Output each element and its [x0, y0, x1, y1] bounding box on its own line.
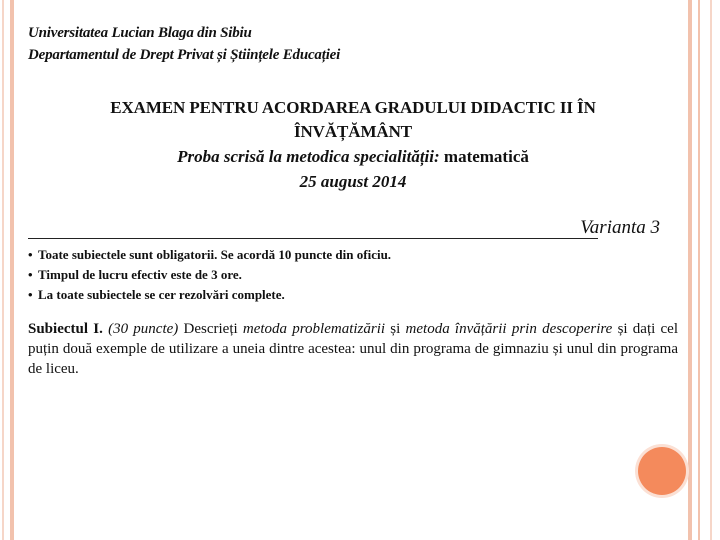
department-name: Departamentul de Drept Privat și Științele Educației	[28, 47, 341, 63]
bullet-icon: •	[28, 267, 33, 282]
exam-title-line1: EXAMEN PENTRU ACORDAREA GRADULUI DIDACTIC II ÎN	[110, 98, 596, 117]
subject-text-a: Descrieți	[183, 321, 238, 337]
bullet-icon: •	[28, 287, 33, 302]
university-name: Universitatea Lucian Blaga din Sibiu	[28, 25, 252, 41]
subject-1	[28, 319, 678, 379]
title-block	[28, 96, 678, 194]
left-decorative-border	[0, 0, 14, 540]
decorative-circle	[638, 447, 686, 495]
variant-label: Varianta 3	[580, 217, 660, 238]
bullet-icon: •	[28, 247, 33, 262]
exam-document	[28, 22, 678, 379]
divider-line	[28, 238, 598, 239]
instructions-list	[28, 245, 678, 305]
instruction-item: • La toate subiectele se cer rezolvări complete.	[28, 285, 678, 305]
right-border-inner-line	[710, 0, 712, 540]
subtitle-prefix: Proba scrisă la metodica specialității:	[177, 147, 440, 166]
subject-method-2: metoda învățării prin descoperire	[405, 321, 613, 337]
subject-conj: și	[390, 321, 401, 337]
instruction-item: • Timpul de lucru efectiv este de 3 ore.	[28, 265, 678, 285]
right-decorative-border	[688, 0, 720, 540]
subject-method-1: metoda problematizării	[242, 321, 386, 337]
subject-label: Subiectul I.	[28, 321, 103, 337]
subtitle-subject: matematică	[443, 147, 529, 166]
subject-points: (30 puncte)	[108, 321, 179, 337]
exam-title-line2: ÎNVĂȚĂMÂNT	[293, 122, 412, 141]
exam-subtitle	[28, 144, 678, 170]
instruction-item: • Toate subiectele sunt obligatorii. Se acordă 10 puncte din oficiu.	[28, 245, 678, 265]
exam-date: 25 august 2014	[299, 172, 407, 191]
subject-text-b: și dați cel puțin două exemple de utilizare a uneia dintre acestea: unul din programa de gimnaziu și unul din programa de liceu.	[28, 321, 679, 377]
